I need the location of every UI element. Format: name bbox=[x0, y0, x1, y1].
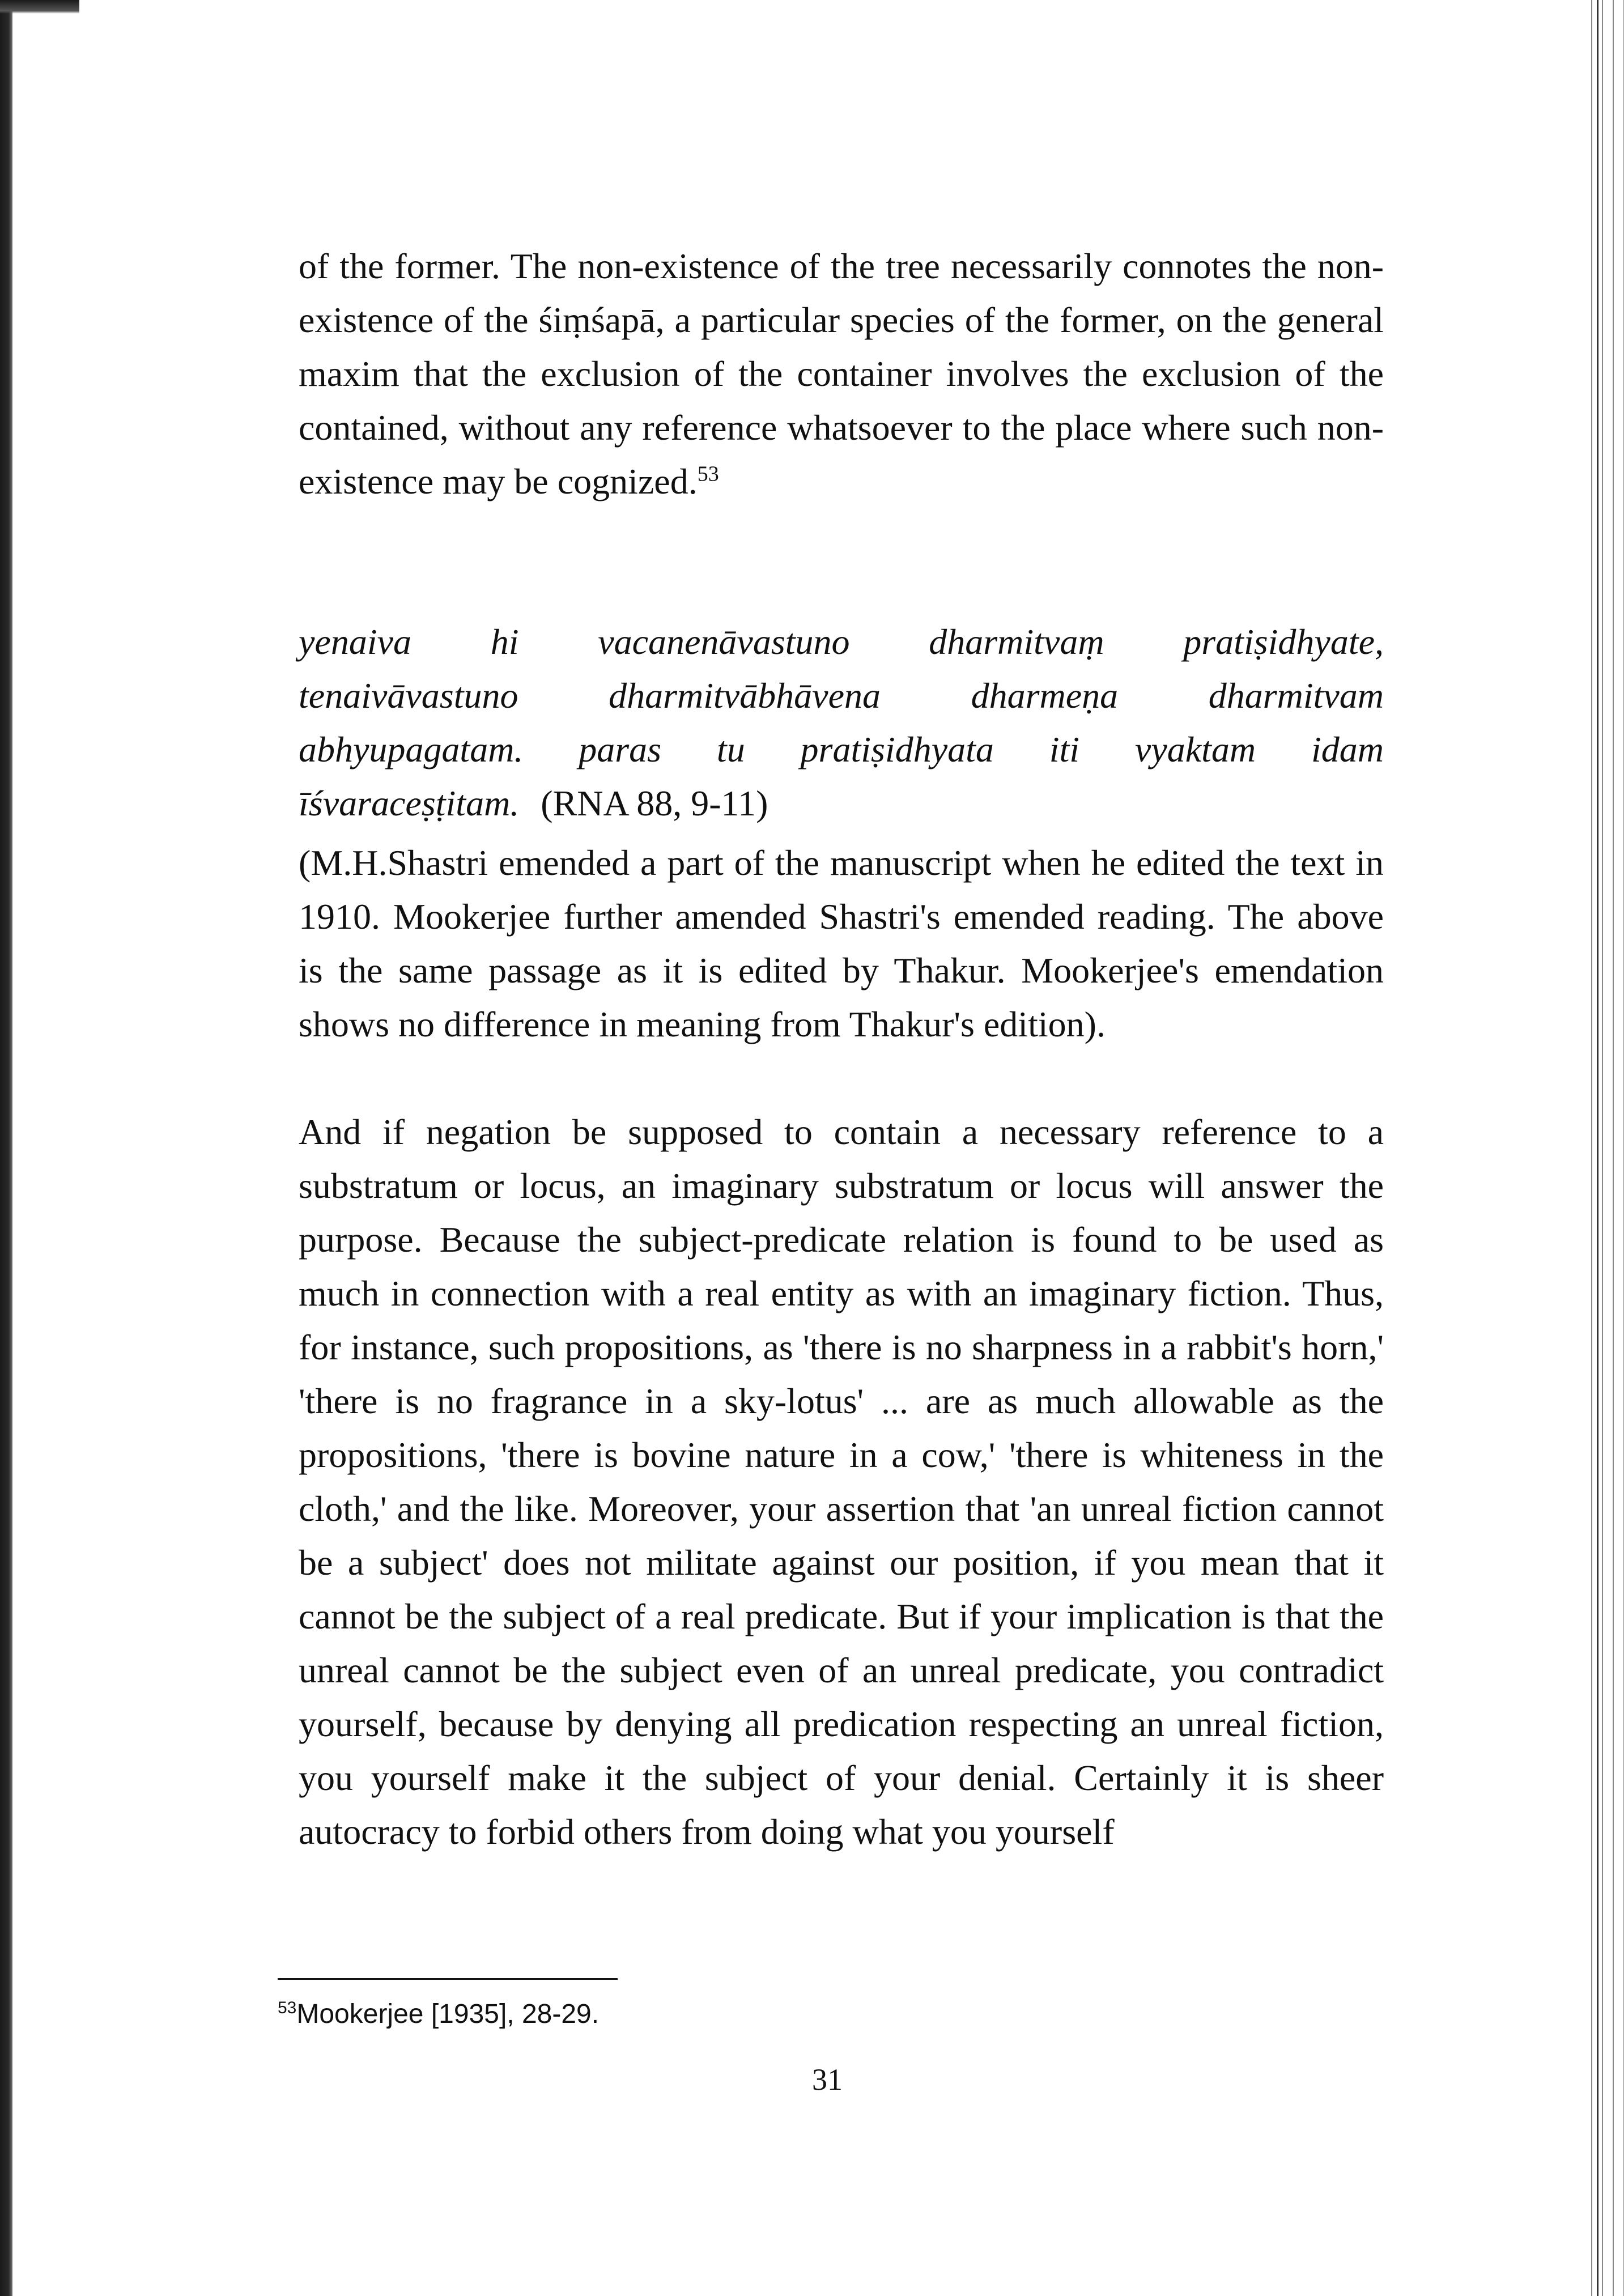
footnote bbox=[278, 1997, 599, 2031]
paragraph-3-text: And if negation be supposed to contain a necessary reference to a substratum or locus, an imaginary substratum or locus will answer the purpose. Because the subject-predicate relation is found to be used as much in connection with a real entity as with an imaginary fiction. Thus, for instance, such propositions, as 'there is no sharpness in a rabbit's horn,' 'there is no fragrance in a sky-lotus' ... are as much allowable as the propositions, 'there is bovine nature in a cow,' 'there is whiteness in the cloth,' and the like. Moreover, your assertion that 'an unreal fiction cannot be a subject' does not militate against our position, if you mean that it cannot be the subject of a real predicate. But if your implication is that the unreal cannot be the subject even of an unreal predicate, you contradict yourself, because by denying all predication respecting an unreal fiction, you yourself make it the subject of your denial. Certainly it is sheer autocracy to forbid others from doing what you yourself bbox=[299, 1112, 1384, 1852]
scan-top-left-edge bbox=[0, 0, 79, 14]
paragraph-1 bbox=[299, 239, 1384, 508]
paragraph-3 bbox=[299, 1105, 1384, 1859]
quotation-reference: (RNA 88, 9-11) bbox=[541, 783, 768, 823]
scan-left-edge bbox=[0, 0, 12, 2296]
paragraph-2 bbox=[299, 836, 1384, 1051]
scan-right-line bbox=[1597, 0, 1599, 2296]
footnote-divider bbox=[278, 1978, 618, 1980]
footnote-number: 53 bbox=[278, 1999, 297, 2017]
page-number: 31 bbox=[812, 2063, 843, 2097]
footnote-reference[interactable]: 53 bbox=[697, 462, 719, 486]
paragraph-1-text: of the former. The non-existence of the tree necessarily connotes the non-existence of the śiṃśapā, a particular species of the former, on the general maxim that the exclusion of the container involves the exclusion of the contained, without any reference whatsoever to the place where such non-existence may be cognized. bbox=[299, 246, 1384, 501]
sanskrit-text: yenaiva hi vacanenāvastuno dharmitvaṃ pratiṣidhyate, tenaivāvastuno dharmitvābhāvena dharmeṇa dharmitvam abhyupagatam. paras tu pratiṣidhyata iti vyaktam idam īśvaraceṣṭitam. bbox=[299, 622, 1384, 823]
scan-right-gutter bbox=[1587, 0, 1624, 2296]
sanskrit-quotation bbox=[299, 615, 1384, 830]
paragraph-2-text: (M.H.Shastri emended a part of the manuscript when he edited the text in 1910. Mookerjee further amended Shastri's emended reading. The above is the same passage as it is edited by Thakur. Mookerjee's emendation shows no difference in meaning from Thakur's edition). bbox=[299, 843, 1384, 1044]
footnote-text: Mookerjee [1935], 28-29. bbox=[296, 1999, 600, 2029]
